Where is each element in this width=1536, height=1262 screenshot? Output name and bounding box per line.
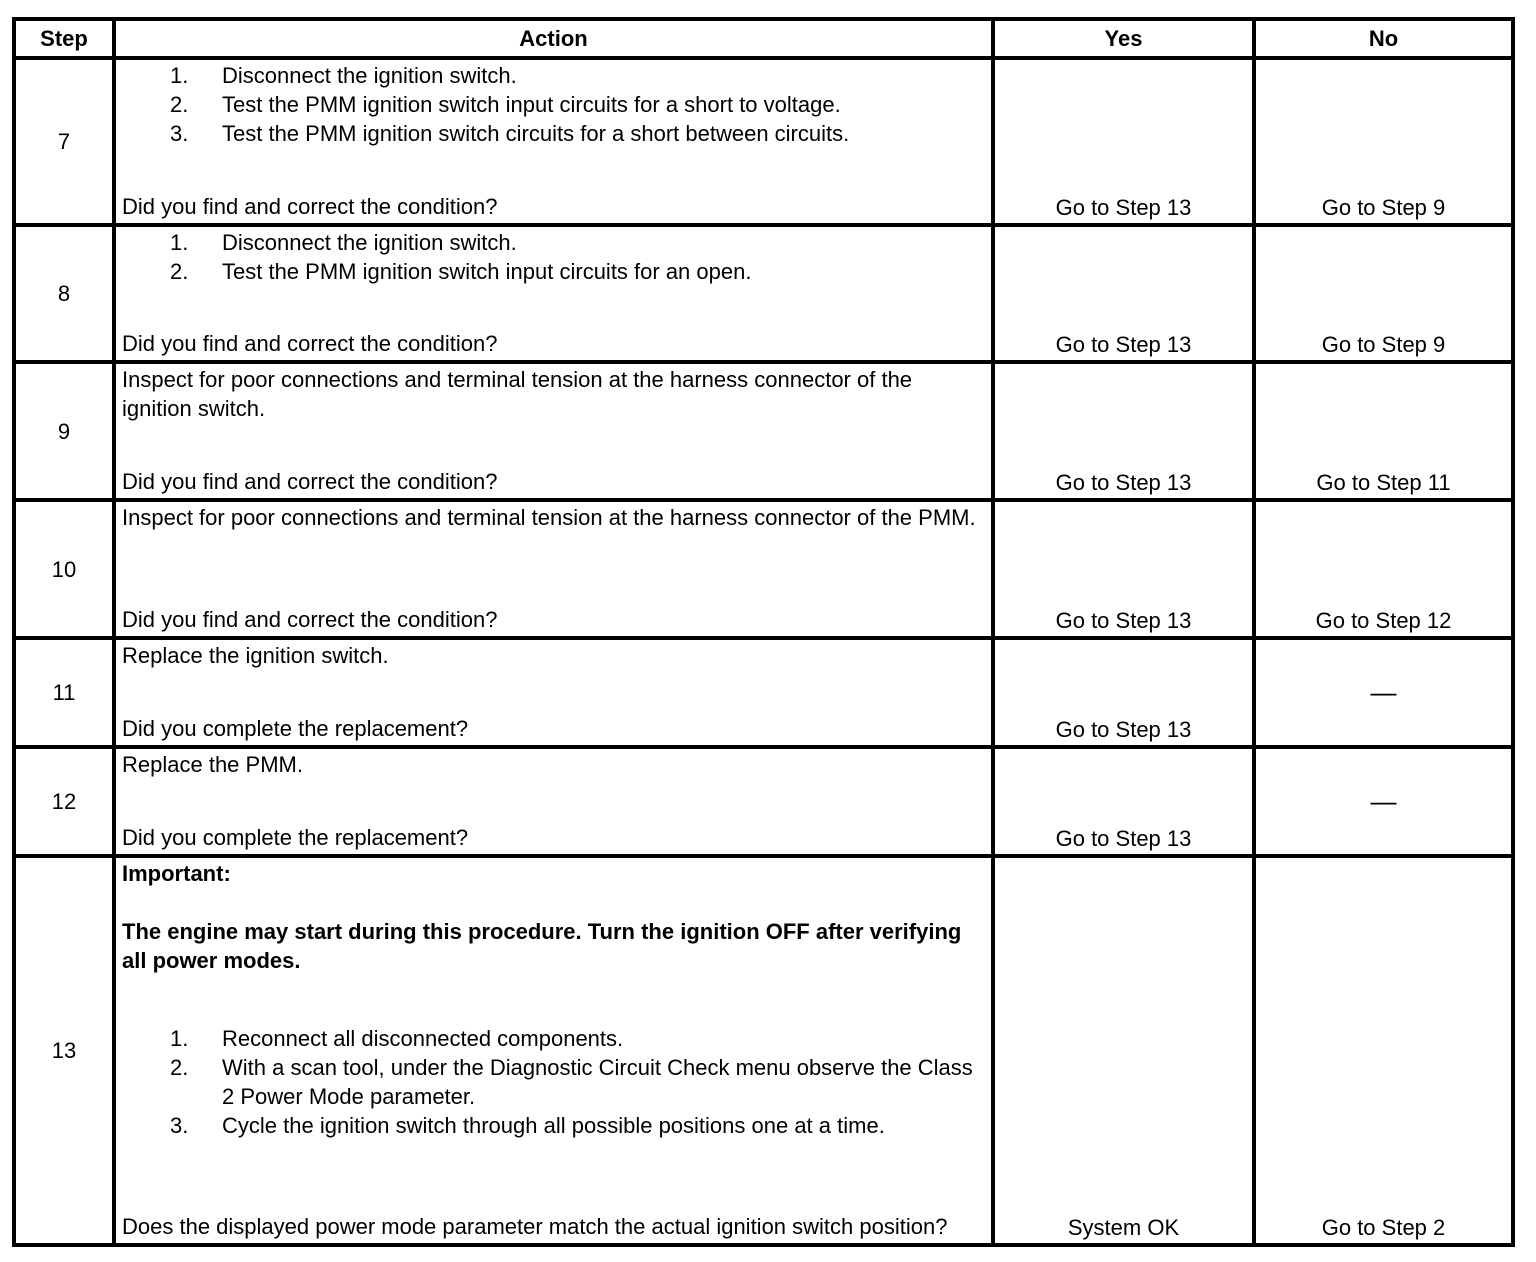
yes-result: Go to Step 13 xyxy=(993,500,1254,638)
step-number: 12 xyxy=(14,747,114,856)
yes-result: Go to Step 13 xyxy=(993,225,1254,362)
action-cell xyxy=(114,500,993,638)
action-list xyxy=(122,228,985,286)
yes-result: System OK xyxy=(993,856,1254,1245)
action-list xyxy=(122,61,985,148)
header-step: Step xyxy=(14,19,114,58)
action-text: Inspect for poor connections and terminal tension at the harness connector of the PMM. xyxy=(122,505,976,530)
question-text: Did you find and correct the condition? xyxy=(122,607,498,632)
action-text: Replace the PMM. xyxy=(122,752,303,777)
list-item-text: Test the PMM ignition switch input circuits for a short to voltage. xyxy=(222,92,841,117)
step-number: 9 xyxy=(14,362,114,500)
question-text: Did you find and correct the condition? xyxy=(122,331,498,356)
yes-result: Go to Step 13 xyxy=(993,747,1254,856)
no-result: Go to Step 9 xyxy=(1254,225,1513,362)
header-no: No xyxy=(1254,19,1513,58)
table-row xyxy=(14,747,1513,856)
table-row xyxy=(14,362,1513,500)
list-item: 1. Disconnect the ignition switch. xyxy=(170,230,517,255)
question-text: Did you find and correct the condition? xyxy=(122,469,498,494)
action-text: Replace the ignition switch. xyxy=(122,643,389,668)
list-item-text: Cycle the ignition switch through all possible positions one at a time. xyxy=(222,1113,885,1138)
step-number: 11 xyxy=(14,638,114,747)
list-item: 2. Test the PMM ignition switch input circuits for an open. xyxy=(170,259,752,284)
table-row xyxy=(14,856,1513,1245)
header-row xyxy=(14,19,1513,58)
table-row xyxy=(14,225,1513,362)
action-cell xyxy=(114,225,993,362)
list-item-text: Disconnect the ignition switch. xyxy=(222,230,517,255)
list-item-text: Disconnect the ignition switch. xyxy=(222,63,517,88)
question-text: Did you complete the replacement? xyxy=(122,716,469,741)
diagnostic-table xyxy=(12,17,1515,1247)
list-item: 2. Test the PMM ignition switch input circuits for a short to voltage. xyxy=(170,92,841,117)
no-result: — xyxy=(1254,638,1513,747)
yes-result: Go to Step 13 xyxy=(993,58,1254,225)
action-list xyxy=(122,1024,985,1140)
list-item: 3. Cycle the ignition switch through all possible positions one at a time. xyxy=(170,1113,885,1138)
action-cell xyxy=(114,362,993,500)
step-number: 7 xyxy=(14,58,114,225)
list-item: 2. With a scan tool, under the Diagnostic Circuit Check menu observe the Class 2 Power Mode parameter. xyxy=(170,1055,973,1109)
question-text: Did you find and correct the condition? xyxy=(122,194,498,219)
action-cell xyxy=(114,58,993,225)
table-row xyxy=(14,500,1513,638)
list-item: 1. Reconnect all disconnected components. xyxy=(170,1026,624,1051)
yes-result: Go to Step 13 xyxy=(993,362,1254,500)
header-action: Action xyxy=(114,19,993,58)
question-text: Did you complete the replacement? xyxy=(122,825,469,850)
header-yes: Yes xyxy=(993,19,1254,58)
action-cell xyxy=(114,638,993,747)
important-label: Important: xyxy=(122,861,231,886)
list-item: 3. Test the PMM ignition switch circuits for a short between circuits. xyxy=(170,121,850,146)
action-cell xyxy=(114,747,993,856)
important-text: The engine may start during this procedure. Turn the ignition OFF after verifying all power modes. xyxy=(122,919,962,973)
question-text: Does the displayed power mode parameter match the actual ignition switch position? xyxy=(122,1214,948,1239)
list-item-text: Test the PMM ignition switch circuits for a short between circuits. xyxy=(222,121,850,146)
list-item-text: Test the PMM ignition switch input circuits for an open. xyxy=(222,259,752,284)
step-number: 8 xyxy=(14,225,114,362)
no-result: Go to Step 12 xyxy=(1254,500,1513,638)
no-result: Go to Step 11 xyxy=(1254,362,1513,500)
no-result: Go to Step 2 xyxy=(1254,856,1513,1245)
step-number: 13 xyxy=(14,856,114,1245)
no-result: — xyxy=(1254,747,1513,856)
action-cell xyxy=(114,856,993,1245)
list-item-text: With a scan tool, under the Diagnostic Circuit Check menu observe the Class 2 Power Mode parameter. xyxy=(222,1055,973,1109)
action-text: Inspect for poor connections and terminal tension at the harness connector of the ignition switch. xyxy=(122,367,913,421)
table-row xyxy=(14,58,1513,225)
no-result: Go to Step 9 xyxy=(1254,58,1513,225)
table-row xyxy=(14,638,1513,747)
yes-result: Go to Step 13 xyxy=(993,638,1254,747)
list-item-text: Reconnect all disconnected components. xyxy=(222,1026,624,1051)
step-number: 10 xyxy=(14,500,114,638)
list-item: 1. Disconnect the ignition switch. xyxy=(170,63,517,88)
